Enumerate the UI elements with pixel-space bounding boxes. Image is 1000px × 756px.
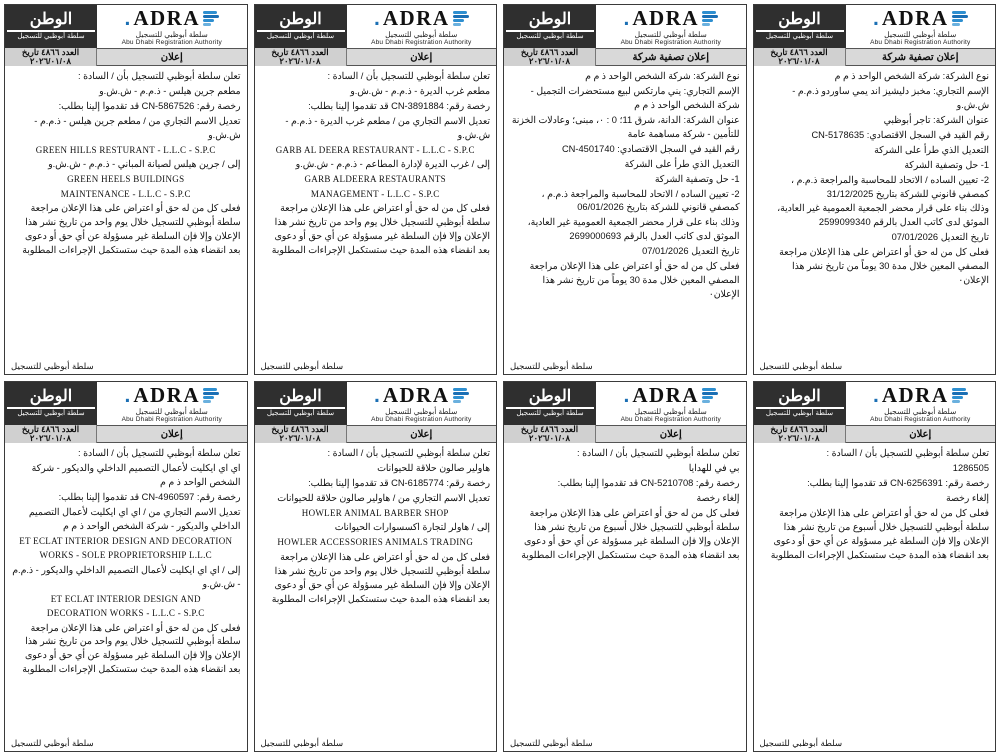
adra-wordmark: ADRA [133, 383, 200, 407]
ad-text-line: تعلن سلطة أبوظبي للتسجيل بأن / السادة : [77, 448, 241, 458]
issue-number-date: العدد ٤٨٦٦ تاريخ ٢٠٢٦/٠١/٠٨ [255, 425, 347, 443]
wattan-logo-icon [5, 382, 97, 425]
adra-dot: . [623, 7, 630, 30]
adra-name-en: Abu Dhabi Registration Authority [620, 416, 721, 423]
ad-card [4, 381, 248, 752]
adra-name-ar: سلطة أبوظبي للتسجيل [634, 30, 707, 39]
ad-heading: إعلان تصفية شركة [632, 51, 710, 63]
ad-text-line: تعلن سلطة أبوظبي للتسجيل بأن / السادة : [327, 448, 490, 458]
ad-text-line: تعلن سلطة أبوظبي للتسجيل بأن / السادة : [576, 448, 740, 458]
ad-text-line: تاريخ التعديل 07/01/2026 [642, 246, 740, 257]
ad-card [503, 4, 747, 375]
ad-text-line: الإسم التجاري: مخبز دليشيز اند يمي ساوردو ذ.م.م - ش.ش.و [792, 85, 989, 110]
ad-text-line: عنوان الشركة: تاجر أبوظبي [883, 114, 989, 125]
adra-wordmark: ADRA [632, 383, 699, 407]
issue-bar [255, 49, 497, 66]
ad-body [255, 66, 497, 374]
ad-heading: إعلان [909, 428, 932, 440]
issue-number-date: العدد ٤٨٦٦ تاريخ ٢٠٢٦/٠١/٠٨ [5, 425, 97, 443]
ad-text-line: نوع الشركة: شركة الشخص الواحد ذ م م [585, 71, 740, 81]
ad-masthead [255, 382, 497, 426]
adra-logo-row [873, 385, 968, 406]
paper-name: الوطن [778, 11, 821, 29]
ad-text-line: إلغاء رخصة [946, 492, 989, 503]
issue-bar [255, 426, 497, 443]
adra-logo-row [374, 8, 469, 29]
divider [506, 30, 594, 32]
ad-footer-text: سلطة أبوظبي للتسجيل [260, 738, 344, 748]
ad-text-line: إلى / اي اي ايكليت لأعمال التصميم الداخلي والديكور - ذ.م.م - ش.ش.و [12, 564, 241, 589]
ad-text-line: وذلك بناء على قرار محضر الجمعية العمومية غير العادية، الموثق لدى كاتب العدل بالرقم 2599099340 [777, 203, 989, 228]
ad-text-line: تعديل الاسم التجاري من / مطعم جرين هيلس - ذ.م.م - ش.ش.و [34, 115, 241, 140]
paper-name: الوطن [279, 388, 322, 406]
issue-number-date: العدد ٤٨٦٦ تاريخ ٢٠٢٦/٠١/٠٨ [504, 48, 596, 66]
adra-brand [347, 382, 497, 425]
issue-number-date: العدد ٤٨٦٦ تاريخ ٢٠٢٦/٠١/٠٨ [754, 425, 846, 443]
paper-subtitle: سلطة أبوظبي للتسجيل [516, 410, 584, 418]
ad-footer-text: سلطة أبوظبي للتسجيل [11, 738, 94, 748]
adra-brand [846, 382, 996, 425]
ad-text-line: رخصة رقم: CN-6185774 قد تقدموا إلينا بطلب: [308, 477, 490, 488]
divider [257, 30, 345, 32]
adra-dot: . [623, 384, 630, 407]
adra-waves-icon [453, 11, 469, 26]
ad-text-line: فعلى كل من له حق أو اعتراض على هذا الإعلان مراجعة سلطة أبوظبي للتسجيل خلال يوم واحد من تاريخ نشر هذا الإعلان وإلا فإن السلطة غير مسؤولة عن أي حق أو دعوى بعد انقضاء هذه المدة حيث ستستكمل الإجراءات المطلوبة [22, 622, 241, 675]
paper-subtitle: سلطة أبوظبي للتسجيل [765, 410, 834, 418]
paper-subtitle: سلطة أبوظبي للتسجيل [516, 33, 584, 41]
adra-name-en: Abu Dhabi Registration Authority [121, 416, 222, 423]
divider [7, 30, 95, 32]
ad-text-line: إلغاء رخصة [696, 492, 740, 503]
ad-text-line: إلى / هاولر لتجارة اكسسوارات الحيوانات [334, 522, 490, 533]
ad-heading: إعلان تصفية شركة [881, 51, 959, 63]
adra-name-en: Abu Dhabi Registration Authority [121, 39, 222, 46]
paper-subtitle: سلطة أبوظبي للتسجيل [266, 410, 335, 418]
issue-number-date: العدد ٤٨٦٦ تاريخ ٢٠٢٦/٠١/٠٨ [255, 48, 347, 66]
ad-footer [255, 361, 497, 372]
ad-footer [5, 361, 247, 372]
adra-wordmark: ADRA [382, 6, 450, 30]
latin-trade-name: DECORATION WORKS - L.L.C - S.P.C [46, 608, 205, 618]
issue-bar [754, 426, 996, 443]
ad-card [254, 381, 498, 752]
adra-logo-row [124, 385, 219, 406]
divider [756, 30, 844, 32]
adra-waves-icon [203, 388, 219, 403]
ad-text-line: 1286505 [952, 462, 989, 473]
adra-wordmark: ADRA [881, 383, 949, 407]
issue-bar [5, 49, 247, 66]
latin-trade-name: GARB AL DEERA RESTAURANT - L.L.C - S.P.C [275, 144, 475, 155]
paper-name: الوطن [29, 388, 73, 406]
ad-card [753, 4, 997, 375]
adra-logo-row [623, 385, 718, 406]
adra-name-ar: سلطة أبوظبي للتسجيل [884, 407, 957, 416]
ad-body [754, 66, 996, 374]
wattan-logo-icon [5, 5, 97, 48]
adra-brand [596, 5, 746, 48]
issue-number-date: العدد ٤٨٦٦ تاريخ ٢٠٢٦/٠١/٠٨ [754, 48, 846, 66]
adra-brand [97, 382, 247, 425]
latin-trade-name: MANAGEMENT - L.L.C - S.P.C [310, 188, 440, 199]
ad-heading: إعلان [659, 428, 682, 440]
issue-bar [504, 49, 746, 66]
adra-name-en: Abu Dhabi Registration Authority [371, 39, 472, 46]
ad-text-line: فعلى كل من له حق أو اعتراض على هذا الإعلان مراجعة سلطة أبوظبي للتسجيل خلال يوم واحد من تاريخ نشر هذا الإعلان وإلا فإن السلطة غير مسؤولة عن أي حق أو دعوى بعد انقضاء هذه المدة حيث ستستكمل الإجراءات المطلوبة [271, 551, 490, 604]
ad-footer-text: سلطة أبوظبي للتسجيل [510, 738, 593, 748]
ad-text-line: رقم القيد في السجل الاقتصادي: CN-4501740 [561, 143, 740, 154]
ad-body [5, 66, 247, 374]
wattan-logo-icon [504, 5, 596, 48]
ad-text-line: إلى / جرين هيلس لصيانة المباني - ذ.م.م - ش.ش.و [48, 159, 241, 170]
adra-dot: . [373, 7, 380, 30]
ad-text-line: فعلى كل من له حق أو اعتراض على هذا الإعلان مراجعة سلطة أبوظبي للتسجيل خلال أسبوع من تاريخ نشر هذا الإعلان وإلا فإن السلطة غير مسؤولة عن أي حق أو دعوى بعد انقضاء هذه المدة حيث ستستكمل الإجراءات المطلوبة [770, 507, 989, 560]
ad-body [504, 443, 746, 751]
divider [7, 407, 95, 409]
ad-text-line: تعديل الاسم التجاري من / مطعم غرب الديرة - ذ.م.م - ش.ش.و [285, 115, 490, 140]
adra-logo-row [623, 8, 718, 29]
ad-text-line: 1- حل وتصفية الشركة [904, 159, 989, 170]
ad-text-line: تاريخ التعديل 07/01/2026 [891, 232, 989, 243]
ad-footer-text: سلطة أبوظبي للتسجيل [759, 361, 843, 371]
ad-heading: إعلان [160, 51, 183, 63]
adra-waves-icon [203, 11, 219, 26]
adra-brand [97, 5, 247, 48]
paper-name: الوطن [528, 11, 572, 29]
adra-wordmark: ADRA [133, 6, 200, 30]
ad-masthead [5, 382, 247, 426]
ad-text-line: مطعم غرب الديرة - ذ.م.م - ش.ش.و [350, 85, 490, 96]
ad-footer [504, 361, 746, 372]
ad-text-line: اي اي ايكليت لأعمال التصميم الداخلي والديكور - شركة الشخص الواحد ذ م م [31, 462, 241, 487]
adra-waves-icon [702, 388, 718, 403]
issue-bar [5, 426, 247, 443]
ad-heading: إعلان [160, 428, 183, 440]
ad-heading: إعلان [410, 428, 433, 440]
latin-trade-name: HOWLER ANIMAL BARBER SHOP [301, 507, 449, 518]
ad-card [4, 4, 248, 375]
latin-trade-name: GARB ALDEERA RESTAURANTS [304, 174, 446, 185]
latin-trade-name: ET ECLAT INTERIOR DESIGN AND [50, 593, 201, 604]
ad-masthead [754, 382, 996, 426]
adra-dot: . [124, 384, 131, 407]
paper-subtitle: سلطة أبوظبي للتسجيل [765, 33, 834, 41]
ad-footer [754, 361, 996, 372]
latin-trade-name: GREEN HILLS RESTURANT - L.L.C - S.P.C [35, 144, 216, 155]
ad-text-line: بي في للهدايا [688, 462, 740, 473]
latin-trade-name: GREEN HEELS BUILDINGS [67, 174, 185, 185]
ad-text-line: هاولير صالون حلاقة للحيوانات [377, 462, 490, 473]
divider [506, 407, 594, 409]
adra-name-en: Abu Dhabi Registration Authority [870, 416, 971, 423]
ad-text-line: رخصة رقم: CN-6256391 قد تقدموا إلينا بطلب: [807, 477, 989, 488]
issue-number-date: العدد ٤٨٦٦ تاريخ ٢٠٢٦/٠١/٠٨ [5, 48, 97, 66]
adra-name-ar: سلطة أبوظبي للتسجيل [385, 30, 458, 39]
ad-card [503, 381, 747, 752]
ad-body [754, 443, 996, 751]
ad-text-line: رخصة رقم: CN-3891884 قد تقدموا إلينا بطلب: [308, 100, 490, 111]
paper-name: الوطن [778, 388, 821, 406]
adra-name-en: Abu Dhabi Registration Authority [371, 416, 472, 423]
ad-text-line: رخصة رقم: CN-4960597 قد تقدموا إلينا بطلب: [58, 491, 241, 502]
ad-text-line: تعديل الاسم التجاري من / اي اي ايكليت لأعمال التصميم الداخلي والديكور - شركة الشخص الواحد ذ م م [28, 506, 241, 531]
paper-subtitle: سلطة أبوظبي للتسجيل [17, 410, 85, 418]
ad-text-line: تعديل الاسم التجاري من / هاولير صالون حلاقة للحيوانات [277, 492, 490, 503]
adra-dot: . [872, 384, 879, 407]
ad-text-line: فعلى كل من له حق أو اعتراض على هذا الإعلان مراجعة سلطة أبوظبي للتسجيل خلال يوم واحد من تاريخ نشر هذا الإعلان وإلا فإن السلطة غير مسؤولة عن أي حق أو دعوى بعد انقضاء هذه المدة حيث ستستكمل الإجراءات المطلوبة [271, 203, 490, 255]
ad-text-line: نوع الشركة: شركة الشخص الواحد ذ م م [834, 71, 989, 81]
ad-footer [504, 738, 746, 749]
ad-text-line: مطعم جرين هيلس - ذ.م.م - ش.ش.و [99, 85, 241, 96]
adra-brand [846, 5, 996, 48]
adra-dot: . [373, 384, 380, 407]
adra-name-ar: سلطة أبوظبي للتسجيل [634, 407, 707, 416]
ad-text-line: عنوان الشركة: الدانة، شرق 11؛ 0 : ٠، مبنى؛ وعادلات الخزنة للتأمين - شركة مساهمة عامة [511, 114, 740, 139]
adra-logo-row [124, 8, 219, 29]
paper-name: الوطن [528, 388, 572, 406]
ad-text-line: فعلى كل من له حق أو اعتراض على هذا الإعلان مراجعة سلطة أبوظبي للتسجيل خلال أسبوع من تاريخ نشر هذا الإعلان وإلا فإن السلطة غير مسؤولة عن أي حق أو دعوى بعد انقضاء هذه المدة حيث ستستكمل الإجراءات المطلوبة [521, 507, 740, 560]
ad-heading: إعلان [410, 51, 433, 63]
ad-text-line: 2- تعيين الساده / الاتحاد للمحاسبة والمراجعة ذ.م.م ، كمصفي قانوني للشركة بتاريخ 06/01/2026 [541, 188, 740, 213]
ad-text-line: الإسم التجاري: يني مارتكس لبيع مستحضرات التجميل - شركة الشخص الواحد ذ م م [530, 85, 740, 110]
ad-text-line: إلى / غرب الديرة لإدارة المطاعم - ذ.م.م - ش.ش.و [295, 159, 490, 170]
wattan-logo-icon [255, 382, 347, 425]
wattan-logo-icon [504, 382, 596, 425]
ad-body [255, 443, 497, 751]
paper-name: الوطن [29, 11, 73, 29]
adra-logo-row [374, 385, 469, 406]
adra-name-ar: سلطة أبوظبي للتسجيل [385, 407, 458, 416]
latin-trade-name: WORKS - SOLE PROPRIETORSHIP L.L.C [39, 550, 212, 561]
ad-text-line: التعديل الذي طرأ على الشركة [874, 144, 989, 155]
divider [257, 407, 345, 409]
ad-text-line: 2- تعيين الساده / الاتحاد للمحاسبة والمراجعة ذ.م.م ، كمصفي قانوني للشركة بتاريخ 31/12/2025 [790, 174, 989, 199]
ad-text-line: رقم القيد في السجل الاقتصادي: CN-5178635 [811, 129, 989, 140]
adra-name-en: Abu Dhabi Registration Authority [870, 39, 971, 46]
ad-text-line: رخصة رقم: CN-5867526 قد تقدموا إلينا بطلب: [58, 100, 241, 111]
paper-name: الوطن [279, 11, 322, 29]
ad-text-line: تعلن سلطة أبوظبي للتسجيل بأن / السادة : [77, 71, 241, 81]
ad-footer-text: سلطة أبوظبي للتسجيل [11, 361, 94, 371]
ad-masthead [5, 5, 247, 49]
ad-text-line: وذلك بناء على قرار محضر الجمعية العمومية غير العادية، الموثق لدى كاتب العدل بالرقم 2699000693 [527, 217, 740, 242]
adra-name-ar: سلطة أبوظبي للتسجيل [884, 30, 957, 39]
adra-waves-icon [952, 388, 968, 403]
paper-subtitle: سلطة أبوظبي للتسجيل [17, 33, 85, 41]
latin-trade-name: ET ECLAT INTERIOR DESIGN AND DECORATION [19, 535, 233, 546]
ad-footer [5, 738, 247, 749]
ad-masthead [504, 5, 746, 49]
ad-text-line: التعديل الذي طرأ على الشركة [624, 158, 740, 169]
wattan-logo-icon [754, 5, 846, 48]
ad-body [5, 443, 247, 751]
adra-waves-icon [702, 11, 718, 26]
ad-card [753, 381, 997, 752]
adra-name-en: Abu Dhabi Registration Authority [620, 39, 721, 46]
ad-masthead [754, 5, 996, 49]
ad-footer-text: سلطة أبوظبي للتسجيل [759, 738, 843, 748]
paper-subtitle: سلطة أبوظبي للتسجيل [266, 33, 335, 41]
adra-wordmark: ADRA [632, 6, 699, 30]
adra-brand [347, 5, 497, 48]
adra-name-ar: سلطة أبوظبي للتسجيل [135, 30, 208, 39]
adra-brand [596, 382, 746, 425]
adra-name-ar: سلطة أبوظبي للتسجيل [135, 407, 208, 416]
ad-text-line: فعلى كل من له حق أو اعتراض على هذا الإعلان مراجعة المصفي المعين خلال مدة 30 يوماً من تاريخ نشر هذا الإعلان٠ [529, 261, 740, 300]
ad-footer [255, 738, 497, 749]
ad-body [504, 66, 746, 374]
ad-text-line: تعلن سلطة أبوظبي للتسجيل بأن / السادة : [826, 448, 989, 458]
ad-card [254, 4, 498, 375]
divider [756, 407, 844, 409]
ad-footer-text: سلطة أبوظبي للتسجيل [510, 361, 593, 371]
adra-dot: . [872, 7, 879, 30]
ad-text-line: رخصة رقم: CN-5210708 قد تقدموا إلينا بطلب: [557, 477, 740, 488]
ad-masthead [255, 5, 497, 49]
ad-text-line: فعلى كل من له حق أو اعتراض على هذا الإعلان مراجعة سلطة أبوظبي للتسجيل خلال يوم واحد من تاريخ نشر هذا الإعلان وإلا فإن السلطة غير مسؤولة عن أي حق أو دعوى بعد انقضاء هذه المدة حيث ستستكمل الإجراءات المطلوبة [22, 203, 241, 255]
latin-trade-name: MAINTENANCE - L.L.C - S.P.C [60, 188, 191, 199]
issue-bar [754, 49, 996, 66]
adra-dot: . [124, 7, 131, 30]
wattan-logo-icon [255, 5, 347, 48]
issue-bar [504, 426, 746, 443]
ad-text-line: تعلن سلطة أبوظبي للتسجيل بأن / السادة : [327, 71, 490, 81]
adra-logo-row [873, 8, 968, 29]
ad-text-line: 1- حل وتصفية الشركة [654, 173, 740, 184]
adra-wordmark: ADRA [881, 6, 949, 30]
ad-masthead [504, 382, 746, 426]
wattan-logo-icon [754, 382, 846, 425]
adra-waves-icon [453, 388, 469, 403]
issue-number-date: العدد ٤٨٦٦ تاريخ ٢٠٢٦/٠١/٠٨ [504, 425, 596, 443]
latin-trade-name: HOWLER ACCESSORIES ANIMALS TRADING [277, 537, 474, 548]
ad-footer-text: سلطة أبوظبي للتسجيل [260, 361, 344, 371]
adra-wordmark: ADRA [382, 383, 450, 407]
adra-waves-icon [952, 11, 968, 26]
ad-text-line: فعلى كل من له حق أو اعتراض على هذا الإعلان مراجعة المصفي المعين خلال مدة 30 يوماً من تاريخ نشر هذا الإعلان٠ [779, 247, 989, 286]
ad-footer [754, 738, 996, 749]
